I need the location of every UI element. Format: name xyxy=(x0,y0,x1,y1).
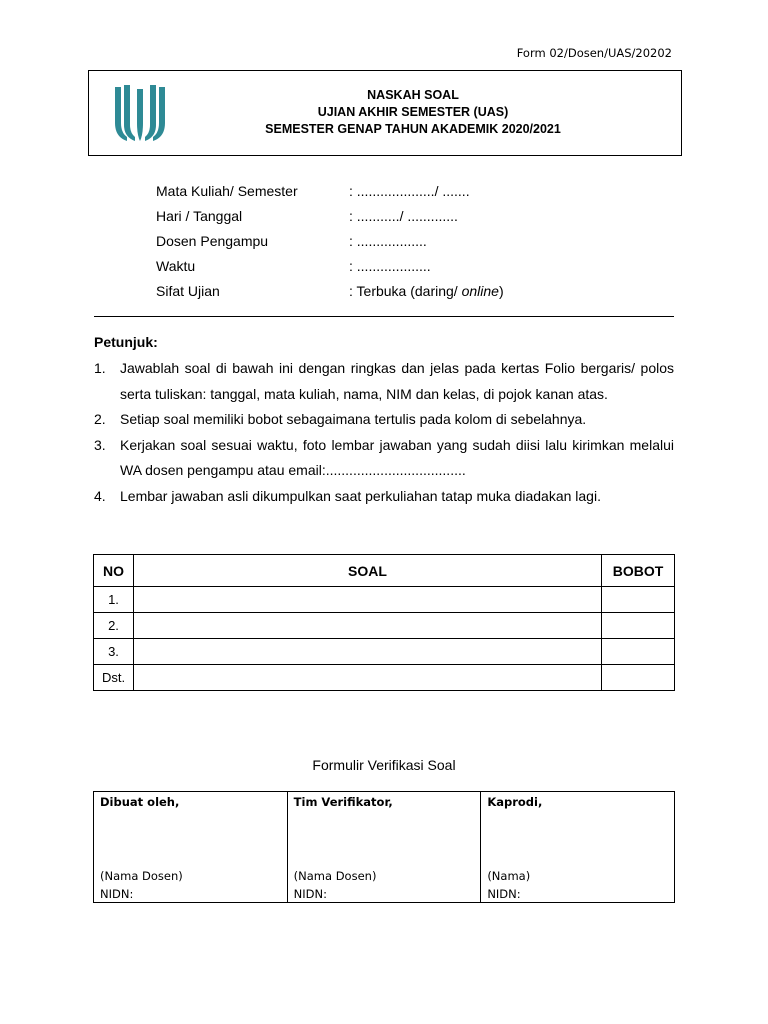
exam-info xyxy=(156,183,504,308)
instruction-item xyxy=(94,407,674,433)
title-line-1: NASKAH SOAL xyxy=(367,88,459,102)
instruction-item xyxy=(94,484,674,510)
instruction-text: Setiap soal memiliki bobot sebagaimana tertulis pada kolom di sebelahnya. xyxy=(120,411,587,427)
verification-nidn: NIDN: xyxy=(293,887,327,901)
info-row-lecturer xyxy=(156,233,504,258)
verification-nidn: NIDN: xyxy=(487,887,521,901)
question-cell xyxy=(134,665,602,691)
instruction-text: Lembar jawaban asli dikumpulkan saat perkuliahan tatap muka diadakan lagi. xyxy=(120,487,601,504)
info-value: : ................... xyxy=(349,258,431,274)
header-no: NO xyxy=(94,555,134,587)
row-number: Dst. xyxy=(94,665,134,691)
verification-cell-verifier xyxy=(287,792,481,903)
info-label: Waktu xyxy=(156,258,196,274)
info-label: Hari / Tanggal xyxy=(156,208,243,224)
info-value-italic: online xyxy=(461,283,499,299)
header-soal: SOAL xyxy=(134,555,602,587)
weight-cell xyxy=(602,587,675,613)
instruction-number: 2. xyxy=(94,411,106,427)
verification-title: Formulir Verifikasi Soal xyxy=(312,757,456,773)
info-row-exam-type xyxy=(156,283,504,308)
question-cell xyxy=(134,639,602,665)
verification-role: Kaprodi, xyxy=(487,795,543,809)
info-label: Dosen Pengampu xyxy=(156,233,269,249)
verification-nidn: NIDN: xyxy=(100,887,134,901)
instruction-item xyxy=(94,433,674,484)
info-value-prefix: : Terbuka (daring/ xyxy=(349,283,462,299)
verification-table xyxy=(93,791,675,903)
instruction-number: 3. xyxy=(94,436,106,453)
verification-name: (Nama) xyxy=(487,869,531,883)
row-number: 3. xyxy=(94,639,134,665)
instructions-title: Petunjuk: xyxy=(94,334,158,350)
verification-row xyxy=(94,792,675,903)
question-cell xyxy=(134,587,602,613)
info-label: Sifat Ujian xyxy=(156,283,220,299)
instruction-number: 4. xyxy=(94,487,106,504)
question-cell xyxy=(134,613,602,639)
divider xyxy=(94,316,674,317)
table-header-row xyxy=(94,555,675,587)
title-line-2: UJIAN AKHIR SEMESTER (UAS) xyxy=(317,105,509,119)
verification-cell-kaprodi xyxy=(481,792,675,903)
instruction-item xyxy=(94,356,674,407)
info-value: : .................. xyxy=(349,233,427,249)
verification-name: (Nama Dosen) xyxy=(293,869,377,883)
info-value: : .........../ ............. xyxy=(349,208,458,224)
verification-role: Tim Verifikator, xyxy=(293,795,393,809)
title-line-3: SEMESTER GENAP TAHUN AKADEMIK 2020/2021 xyxy=(265,122,561,136)
header-bobot: BOBOT xyxy=(602,555,675,587)
header-box xyxy=(88,70,682,156)
instruction-text: Jawablah soal di bawah ini dengan ringkas dan jelas pada kertas Folio bergaris/ polos serta tuliskan: tanggal, mata kuliah, nama, NIM dan kelas, di pojok kanan atas. xyxy=(120,360,674,402)
form-code: Form 02/Dosen/UAS/20202 xyxy=(516,46,672,60)
info-value: : ..................../ ....... xyxy=(349,183,470,199)
info-value xyxy=(349,283,504,308)
instructions-list xyxy=(94,356,674,509)
info-row-time xyxy=(156,258,504,283)
info-value-suffix: ) xyxy=(498,283,504,299)
question-table xyxy=(93,554,675,691)
verification-role: Dibuat oleh, xyxy=(100,795,180,809)
header-titles xyxy=(229,87,597,138)
university-logo xyxy=(113,83,167,143)
weight-cell xyxy=(602,665,675,691)
verification-cell-author xyxy=(94,792,288,903)
info-row-course xyxy=(156,183,504,208)
weight-cell xyxy=(602,639,675,665)
table-row xyxy=(94,639,675,665)
row-number: 2. xyxy=(94,613,134,639)
row-number: 1. xyxy=(94,587,134,613)
info-label: Mata Kuliah/ Semester xyxy=(156,183,298,199)
weight-cell xyxy=(602,613,675,639)
instruction-number: 1. xyxy=(94,360,106,376)
table-row xyxy=(94,665,675,691)
verification-name: (Nama Dosen) xyxy=(100,869,183,883)
instruction-text: Kerjakan soal sesuai waktu, foto lembar jawaban yang sudah diisi lalu kirimkan melalui WA dosen pengampu atau email:.................................... xyxy=(120,436,674,478)
table-row xyxy=(94,587,675,613)
table-row xyxy=(94,613,675,639)
info-row-date xyxy=(156,208,504,233)
